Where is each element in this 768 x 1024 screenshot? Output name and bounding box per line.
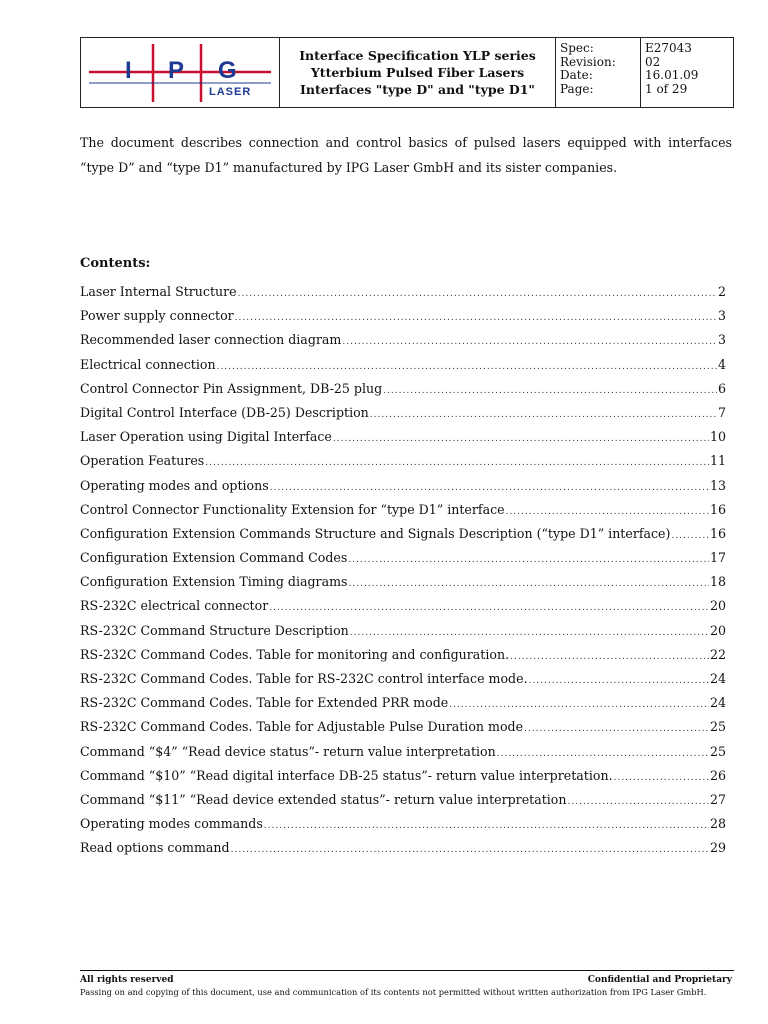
toc-entry[interactable] bbox=[80, 550, 726, 574]
toc-leader-dots bbox=[235, 313, 717, 323]
toc-entry-label: RS-232C Command Codes. Table for Extended PRR mode bbox=[80, 695, 449, 711]
toc-leader-dots bbox=[238, 289, 717, 299]
toc-leader-dots bbox=[506, 507, 709, 517]
meta-label-spec: Spec: bbox=[560, 41, 594, 55]
meta-values bbox=[641, 38, 734, 108]
meta-labels bbox=[556, 38, 641, 108]
toc-entry[interactable] bbox=[80, 695, 726, 719]
toc-entry[interactable] bbox=[80, 744, 726, 768]
meta-label-page: Page: bbox=[560, 81, 594, 96]
footer-confidential: Confidential and Proprietary bbox=[587, 975, 732, 985]
toc-leader-dots bbox=[217, 362, 717, 372]
toc-leader-dots bbox=[497, 749, 709, 759]
toc-entry-page: 27 bbox=[709, 791, 726, 807]
toc-leader-dots bbox=[524, 724, 709, 734]
toc-entry-label: Electrical connection bbox=[80, 356, 216, 372]
toc-entry[interactable] bbox=[80, 284, 726, 308]
logo-letter-i: I bbox=[125, 57, 132, 84]
toc-leader-dots bbox=[568, 797, 709, 807]
toc-leader-dots bbox=[205, 458, 709, 468]
toc-entry-label: Laser Internal Structure bbox=[80, 284, 237, 299]
toc-leader-dots bbox=[614, 773, 709, 783]
footer-rights: All rights reserved bbox=[80, 975, 174, 985]
meta-value-revision: 02 bbox=[645, 54, 661, 69]
toc-leader-dots bbox=[349, 579, 709, 589]
toc-leader-dots bbox=[231, 845, 709, 855]
toc-entry-label: Command “$10” “Read digital interface DB-25 status”- return value interpretation. bbox=[80, 767, 613, 783]
toc-entry[interactable] bbox=[80, 308, 726, 332]
footer-note: Passing on and copying of this document, use and communication of its contents not permitted without written authorization from IPG Laser GmbH. bbox=[80, 987, 707, 997]
toc-entry-label: Digital Control Interface (DB-25) Description bbox=[80, 404, 369, 420]
toc-entry-page: 24 bbox=[709, 695, 726, 711]
toc-entry-page: 11 bbox=[709, 453, 726, 469]
toc-leader-dots bbox=[333, 434, 709, 444]
toc-entry-label: Configuration Extension Commands Structure and Signals Description (“type D1” interface) bbox=[80, 525, 671, 541]
logo-letter-g: G bbox=[218, 57, 237, 84]
toc-entry-label: Operating modes and options bbox=[80, 477, 269, 493]
title-line-2: Ytterbium Pulsed Fiber Lasers bbox=[310, 65, 525, 80]
meta-value-date: 16.01.09 bbox=[645, 68, 699, 82]
toc-entry-label: Configuration Extension Timing diagrams bbox=[80, 574, 348, 590]
meta-value-spec: E27043 bbox=[645, 41, 692, 55]
toc-entry-page: 29 bbox=[709, 840, 726, 856]
meta-label-revision: Revision: bbox=[560, 54, 616, 69]
toc-entry-page: 7 bbox=[717, 404, 726, 420]
toc-entry[interactable] bbox=[80, 526, 726, 550]
toc-entry[interactable] bbox=[80, 405, 726, 429]
toc-entry-page: 20 bbox=[709, 622, 726, 638]
toc-entry[interactable] bbox=[80, 598, 726, 622]
toc-leader-dots bbox=[383, 386, 717, 396]
toc-leader-dots bbox=[348, 555, 709, 565]
toc-entry-label: RS-232C Command Codes. Table for Adjustable Pulse Duration mode bbox=[80, 719, 524, 735]
toc-leader-dots bbox=[350, 628, 709, 638]
toc-entry-page: 16 bbox=[709, 525, 726, 541]
toc-entry-label: Command “$4” “Read device status”- return value interpretation bbox=[80, 743, 496, 759]
intro-paragraph: The document describes connection and control basics of pulsed lasers equipped with interfaces “type D” and “type D1” manufactured by IPG Laser GmbH and its sister companies. bbox=[80, 135, 732, 175]
toc-entry[interactable] bbox=[80, 502, 726, 526]
toc-entry-page: 10 bbox=[709, 429, 726, 445]
toc-leader-dots bbox=[342, 337, 717, 347]
toc-entry-label: Control Connector Pin Assignment, DB-25 plug bbox=[80, 380, 383, 396]
toc-entry-page: 13 bbox=[709, 477, 726, 493]
toc-entry-page: 16 bbox=[709, 501, 726, 517]
toc-entry-label: RS-232C electrical connector bbox=[80, 598, 269, 614]
toc-entry-label: Operating modes commands bbox=[80, 816, 263, 832]
toc-entry-label: Operation Features bbox=[80, 453, 205, 469]
logo-letter-p: P bbox=[168, 57, 185, 84]
toc-entry-label: Configuration Extension Command Codes bbox=[80, 550, 348, 566]
toc-entry-label: Control Connector Functionality Extension for “type D1” interface bbox=[80, 501, 505, 517]
ipg-logo bbox=[81, 38, 279, 107]
toc-entry-label: RS-232C Command Structure Description bbox=[80, 622, 349, 638]
toc-leader-dots bbox=[510, 652, 709, 662]
toc-entry-page: 3 bbox=[717, 332, 726, 348]
meta-value-page: 1 of 29 bbox=[645, 81, 688, 96]
toc-entry-label: Laser Operation using Digital Interface bbox=[80, 429, 332, 445]
toc-entry-label: RS-232C Command Codes. Table for monitoring and configuration. bbox=[80, 646, 510, 662]
toc-entry-page: 24 bbox=[709, 671, 726, 686]
toc-entry-label: Read options command bbox=[80, 840, 230, 856]
toc-entry[interactable] bbox=[80, 478, 726, 502]
toc-entry[interactable] bbox=[80, 719, 726, 743]
meta-label-date: Date: bbox=[560, 68, 593, 82]
toc-entry[interactable] bbox=[80, 816, 726, 840]
title-line-1: Interface Specification YLP series bbox=[299, 48, 536, 63]
document-header bbox=[80, 37, 734, 108]
toc-leader-dots bbox=[270, 483, 709, 493]
toc-entry[interactable] bbox=[80, 840, 726, 864]
toc-entry-page: 6 bbox=[717, 380, 726, 396]
toc-entry[interactable] bbox=[80, 357, 726, 381]
toc-entry-label: Power supply connector bbox=[80, 308, 234, 324]
toc-entry-label: Command “$11” “Read device extended status”- return value interpretation bbox=[80, 791, 567, 807]
toc-entry-page: 18 bbox=[709, 574, 726, 590]
toc-entry-page: 25 bbox=[709, 743, 726, 759]
toc-entry[interactable] bbox=[80, 792, 726, 816]
toc-entry-page: 22 bbox=[709, 646, 726, 662]
footer-divider bbox=[80, 970, 734, 971]
toc-leader-dots bbox=[449, 700, 709, 710]
toc-entry-page: 28 bbox=[709, 816, 726, 832]
logo-subtitle: LASER bbox=[209, 86, 252, 98]
toc-entry[interactable] bbox=[80, 332, 726, 356]
toc-leader-dots bbox=[269, 603, 709, 613]
toc-leader-dots bbox=[671, 531, 709, 541]
toc-entry-page: 26 bbox=[709, 767, 726, 783]
toc-entry-label: RS-232C Command Codes. Table for RS-232C control interface mode. bbox=[80, 671, 528, 686]
logo-cell bbox=[81, 38, 280, 108]
toc-entry-page: 3 bbox=[717, 308, 726, 324]
toc-leader-dots bbox=[529, 676, 709, 686]
toc-entry-page: 17 bbox=[709, 550, 726, 566]
toc-leader-dots bbox=[370, 410, 717, 420]
toc-leader-dots bbox=[264, 821, 709, 831]
toc-entry[interactable] bbox=[80, 381, 726, 405]
toc-entry[interactable] bbox=[80, 671, 726, 695]
title-line-3: Interfaces "type D" and "type D1" bbox=[300, 82, 535, 97]
document-title bbox=[280, 38, 556, 108]
toc-entry-page: 20 bbox=[709, 598, 726, 614]
toc-entry-label: Recommended laser connection diagram bbox=[80, 332, 342, 348]
toc-entry-page: 4 bbox=[717, 356, 726, 372]
toc-entry[interactable] bbox=[80, 574, 726, 598]
toc-entry[interactable] bbox=[80, 623, 726, 647]
table-of-contents bbox=[80, 284, 726, 865]
toc-entry-page: 2 bbox=[717, 284, 726, 299]
toc-entry[interactable] bbox=[80, 647, 726, 671]
contents-heading: Contents: bbox=[80, 256, 151, 271]
toc-entry[interactable] bbox=[80, 429, 726, 453]
toc-entry[interactable] bbox=[80, 768, 726, 792]
toc-entry[interactable] bbox=[80, 453, 726, 477]
toc-entry-page: 25 bbox=[709, 719, 726, 735]
